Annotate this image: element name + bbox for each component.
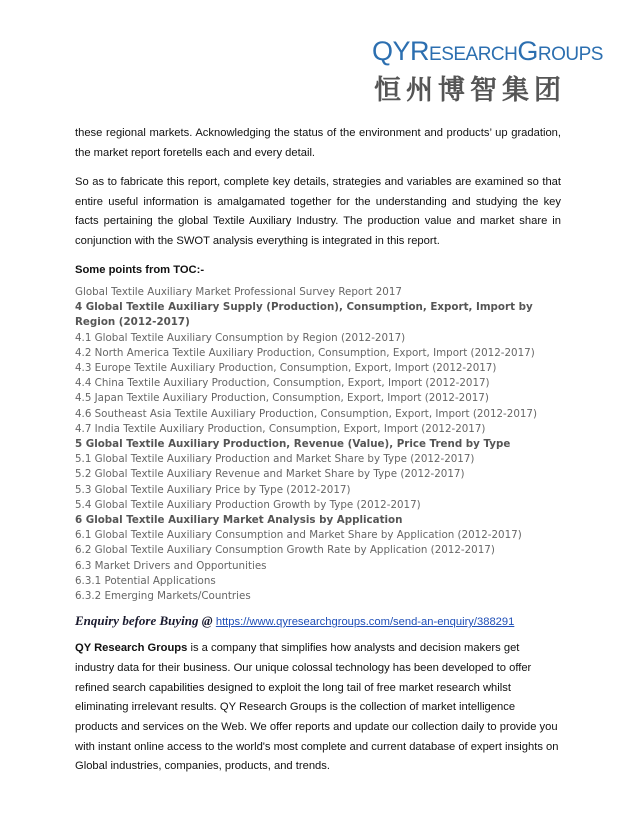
toc-heading: Some points from TOC:- xyxy=(75,264,205,276)
toc-item: 4.4 China Textile Auxiliary Production, Consumption, Export, Import (2012-2017) xyxy=(75,377,490,390)
enquiry-label: Enquiry before Buying @ xyxy=(75,613,216,629)
logo-english-name: QYRESEARCHGROUPS xyxy=(372,36,603,66)
toc-item: 5.1 Global Textile Auxiliary Production and Market Share by Type (2012-2017) xyxy=(75,453,475,466)
toc-item: 4.7 India Textile Auxiliary Production, Consumption, Export, Import (2012-2017) xyxy=(75,422,486,435)
toc-item: 6.3.2 Emerging Markets/Countries xyxy=(75,590,251,603)
about-text: is a company that simplifies how analysts and decision makers get industry data for their business. Our unique colossal technology has been developed to offer refined search capabilities designed to exploit the long tail of free market research whilst eliminating irrelevant results. QY Research Groups is the collection of market intelligence products and services on the Web. We offer reports and update our collection daily to provide you with instant online access to the world's most complete and current database of expert insights on Global industries, companies, products, and trends. xyxy=(75,642,559,773)
toc-item: 6.3 Market Drivers and Opportunities xyxy=(75,559,267,572)
toc-item: 6 Global Textile Auxiliary Market Analysis by Application xyxy=(75,514,403,527)
toc-item: 4.1 Global Textile Auxiliary Consumption by Region (2012-2017) xyxy=(75,331,406,344)
toc-item: 4.2 North America Textile Auxiliary Production, Consumption, Export, Import (2012-2017) xyxy=(75,346,535,359)
toc-item: 4.5 Japan Textile Auxiliary Production, Consumption, Export, Import (2012-2017) xyxy=(75,392,489,405)
toc-item: 6.3.1 Potential Applications xyxy=(75,574,216,587)
enquiry-line xyxy=(75,612,561,631)
about-company-name: QY Research Groups xyxy=(75,642,188,655)
toc-item: 5.3 Global Textile Auxiliary Price by Type (2012-2017) xyxy=(75,483,351,496)
toc-item: 5.2 Global Textile Auxiliary Revenue and Market Share by Type (2012-2017) xyxy=(75,468,465,481)
intro-paragraph-1: these regional markets. Acknowledging the status of the environment and products’ up gradation, the market report foretells each and every detail. xyxy=(75,127,561,159)
enquiry-link[interactable]: https://www.qyresearchgroups.com/send-an-enquiry/388291 xyxy=(215,616,515,629)
toc-item: 6.1 Global Textile Auxiliary Consumption and Market Share by Application (2012-2017) xyxy=(75,529,522,542)
toc-item: 5 Global Textile Auxiliary Production, Revenue (Value), Price Trend by Type xyxy=(75,438,511,451)
toc-item: 4 Global Textile Auxiliary Supply (Production), Consumption, Export, Import by Region (2012-2017) xyxy=(75,301,533,329)
toc-item: 4.3 Europe Textile Auxiliary Production, Consumption, Export, Import (2012-2017) xyxy=(75,362,497,375)
about-paragraph xyxy=(75,639,561,777)
toc-item: 6.2 Global Textile Auxiliary Consumption Growth Rate by Application (2012-2017) xyxy=(75,544,495,557)
company-logo xyxy=(372,36,603,106)
toc-item: Global Textile Auxiliary Market Professional Survey Report 2017 xyxy=(75,286,402,298)
logo-chinese-name: 恒州博智集团 xyxy=(374,75,566,106)
toc-item: 5.4 Global Textile Auxiliary Production Growth by Type (2012-2017) xyxy=(75,498,421,511)
toc-item: 4.6 Southeast Asia Textile Auxiliary Production, Consumption, Export, Import (2012-2017) xyxy=(75,407,537,420)
document-body xyxy=(75,124,561,777)
intro-paragraph-2: So as to fabricate this report, complete key details, strategies and variables are examined so that entire useful information is amalgamated together for the understanding and studying the key facts pertaining the global Textile Auxiliary Industry. The production value and market share in conjunction with the SWOT analysis everything is integrated in this report. xyxy=(75,176,561,247)
toc-list xyxy=(75,285,561,604)
